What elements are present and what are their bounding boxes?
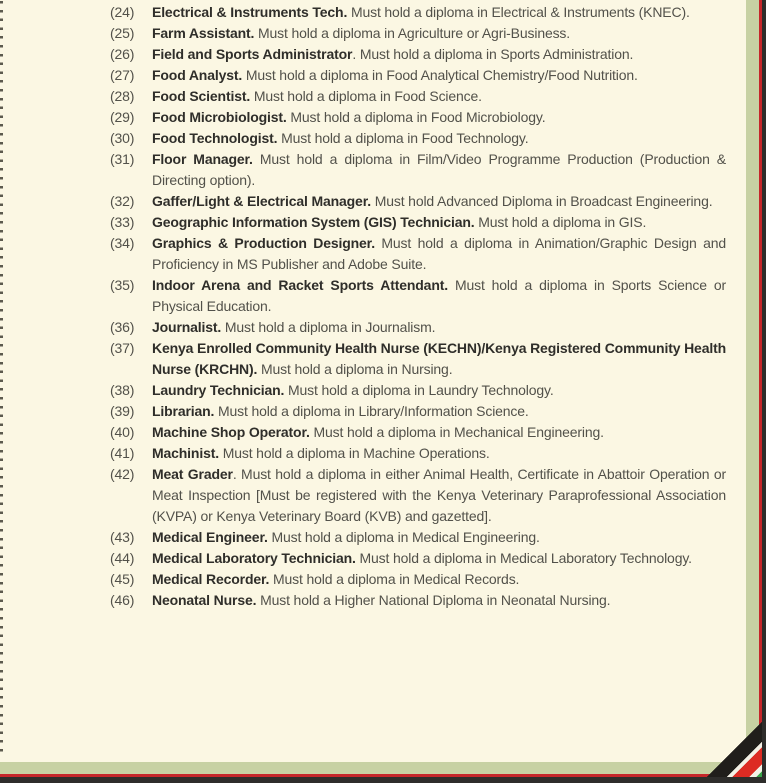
item-title: Floor Manager. xyxy=(152,151,253,167)
item-body xyxy=(152,317,726,338)
item-requirement: Must hold a diploma in Journalism. xyxy=(221,319,436,335)
item-number: (44) xyxy=(110,550,135,566)
item-title: Journalist. xyxy=(152,319,222,335)
list-item xyxy=(110,65,726,86)
item-title: Food Analyst. xyxy=(152,67,243,83)
item-body xyxy=(152,422,726,443)
list-item xyxy=(110,233,726,275)
item-body xyxy=(152,590,726,611)
item-title: Librarian. xyxy=(152,403,215,419)
item-body xyxy=(152,128,726,149)
item-requirement: Must hold a diploma in Medical Laboratory Technology. xyxy=(355,550,692,566)
item-title: Field and Sports Administrator xyxy=(152,46,353,62)
item-number: (43) xyxy=(110,529,135,545)
scan-frame-right xyxy=(762,0,766,783)
item-requirement: Must hold a diploma in Medical Engineering. xyxy=(267,529,540,545)
item-body xyxy=(152,548,726,569)
item-requirement: Must hold a diploma in Mechanical Engineering. xyxy=(309,424,604,440)
item-title: Laundry Technician. xyxy=(152,382,285,398)
item-title: Meat Grader xyxy=(152,466,233,482)
item-number: (34) xyxy=(110,235,135,251)
item-requirement: Must hold a diploma in Medical Records. xyxy=(269,571,520,587)
list-item xyxy=(110,2,726,23)
list-item xyxy=(110,401,726,422)
kenya-flag-corner-decoration xyxy=(626,643,766,783)
item-number: (24) xyxy=(110,4,135,20)
item-body xyxy=(152,527,726,548)
item-title: Electrical & Instruments Tech. xyxy=(152,4,348,20)
item-title: Medical Recorder. xyxy=(152,571,270,587)
item-requirement: . Must hold a diploma in Sports Administration. xyxy=(352,46,634,62)
item-number: (39) xyxy=(110,403,135,419)
item-requirement: Must hold a diploma in Agriculture or Agri-Business. xyxy=(254,25,571,41)
item-body xyxy=(152,23,726,44)
item-number: (35) xyxy=(110,277,135,293)
item-body xyxy=(152,338,726,380)
item-title: Gaffer/Light & Electrical Manager. xyxy=(152,193,371,209)
item-body xyxy=(152,44,726,65)
list-item xyxy=(110,443,726,464)
item-title: Indoor Arena and Racket Sports Attendant. xyxy=(152,277,448,293)
item-requirement: Must hold a diploma in Sports Science or Physical Education. xyxy=(152,277,726,314)
item-number: (36) xyxy=(110,319,135,335)
list-item xyxy=(110,149,726,191)
item-number: (30) xyxy=(110,130,135,146)
item-body xyxy=(152,212,726,233)
item-number: (25) xyxy=(110,25,135,41)
list-item xyxy=(110,590,726,611)
item-number: (32) xyxy=(110,193,135,209)
list-item xyxy=(110,212,726,233)
item-body xyxy=(152,401,726,422)
item-title: Neonatal Nurse. xyxy=(152,592,257,608)
item-body xyxy=(152,107,726,128)
item-body xyxy=(152,464,726,527)
item-requirement: Must hold a diploma in Food Analytical Chemistry/Food Nutrition. xyxy=(242,67,638,83)
item-body xyxy=(152,2,726,23)
item-body xyxy=(152,86,726,107)
list-item xyxy=(110,128,726,149)
list-item xyxy=(110,317,726,338)
list-item xyxy=(110,422,726,443)
list-item xyxy=(110,338,726,380)
list-item xyxy=(110,380,726,401)
item-body xyxy=(152,191,726,212)
item-title: Machine Shop Operator. xyxy=(152,424,310,440)
item-requirement: Must hold a diploma in Food Technology. xyxy=(277,130,529,146)
item-requirement: Must hold a diploma in Nursing. xyxy=(257,361,453,377)
item-body xyxy=(152,380,726,401)
list-item xyxy=(110,86,726,107)
item-requirement: Must hold a diploma in GIS. xyxy=(474,214,647,230)
item-number: (28) xyxy=(110,88,135,104)
list-item xyxy=(110,548,726,569)
item-number: (40) xyxy=(110,424,135,440)
item-requirement: Must hold a diploma in Machine Operations. xyxy=(218,445,490,461)
list-item xyxy=(110,464,726,527)
list-item xyxy=(110,275,726,317)
item-body xyxy=(152,149,726,191)
item-body xyxy=(152,233,726,275)
list-item xyxy=(110,569,726,590)
item-body xyxy=(152,65,726,86)
item-title: Geographic Information System (GIS) Technician. xyxy=(152,214,475,230)
item-body xyxy=(152,569,726,590)
item-number: (38) xyxy=(110,382,135,398)
item-requirement: Must hold a diploma in Laundry Technology. xyxy=(284,382,554,398)
item-title: Medical Engineer. xyxy=(152,529,268,545)
item-number: (37) xyxy=(110,340,135,356)
scan-frame-bottom xyxy=(0,777,766,783)
item-body xyxy=(152,443,726,464)
list-item xyxy=(110,23,726,44)
item-requirement: Must hold a diploma in Film/Video Programme Production (Production & Directing option). xyxy=(152,151,726,188)
item-number: (46) xyxy=(110,592,135,608)
item-requirement: Must hold a diploma in Food Science. xyxy=(250,88,482,104)
item-requirement: Must hold a diploma in Animation/Graphic Design and Proficiency in MS Publisher and Adobe Suite. xyxy=(152,235,726,272)
item-body xyxy=(152,275,726,317)
item-requirement: . Must hold a diploma in either Animal Health, Certificate in Abattoir Operation or Meat Inspection [Must be registered with the Kenya Veterinary Paraprofessional Association (KVPA) or Kenya Veterinary Board (KVB) and gazetted]. xyxy=(152,466,726,524)
item-requirement: Must hold a Higher National Diploma in Neonatal Nursing. xyxy=(256,592,611,608)
item-title: Food Technologist. xyxy=(152,130,278,146)
item-number: (27) xyxy=(110,67,135,83)
item-title: Farm Assistant. xyxy=(152,25,255,41)
item-requirement: Must hold a diploma in Library/Information Science. xyxy=(214,403,529,419)
item-title: Food Scientist. xyxy=(152,88,251,104)
item-number: (33) xyxy=(110,214,135,230)
item-requirement: Must hold Advanced Diploma in Broadcast Engineering. xyxy=(370,193,713,209)
item-title: Kenya Enrolled Community Health Nurse (KECHN)/Kenya Registered Community Health Nurse (KRCHN). xyxy=(152,340,726,377)
item-number: (26) xyxy=(110,46,135,62)
item-number: (41) xyxy=(110,445,135,461)
item-title: Graphics & Production Designer. xyxy=(152,235,375,251)
item-title: Food Microbiologist. xyxy=(152,109,287,125)
list-item xyxy=(110,527,726,548)
item-number: (42) xyxy=(110,466,135,482)
list-item xyxy=(110,107,726,128)
item-title: Medical Laboratory Technician. xyxy=(152,550,356,566)
list-item xyxy=(110,44,726,65)
item-number: (45) xyxy=(110,571,135,587)
item-number: (29) xyxy=(110,109,135,125)
list-item xyxy=(110,191,726,212)
item-requirement: Must hold a diploma in Food Microbiology. xyxy=(286,109,546,125)
item-title: Machinist. xyxy=(152,445,219,461)
item-number: (31) xyxy=(110,151,135,167)
item-requirement: Must hold a diploma in Electrical & Instruments (KNEC). xyxy=(347,4,690,20)
